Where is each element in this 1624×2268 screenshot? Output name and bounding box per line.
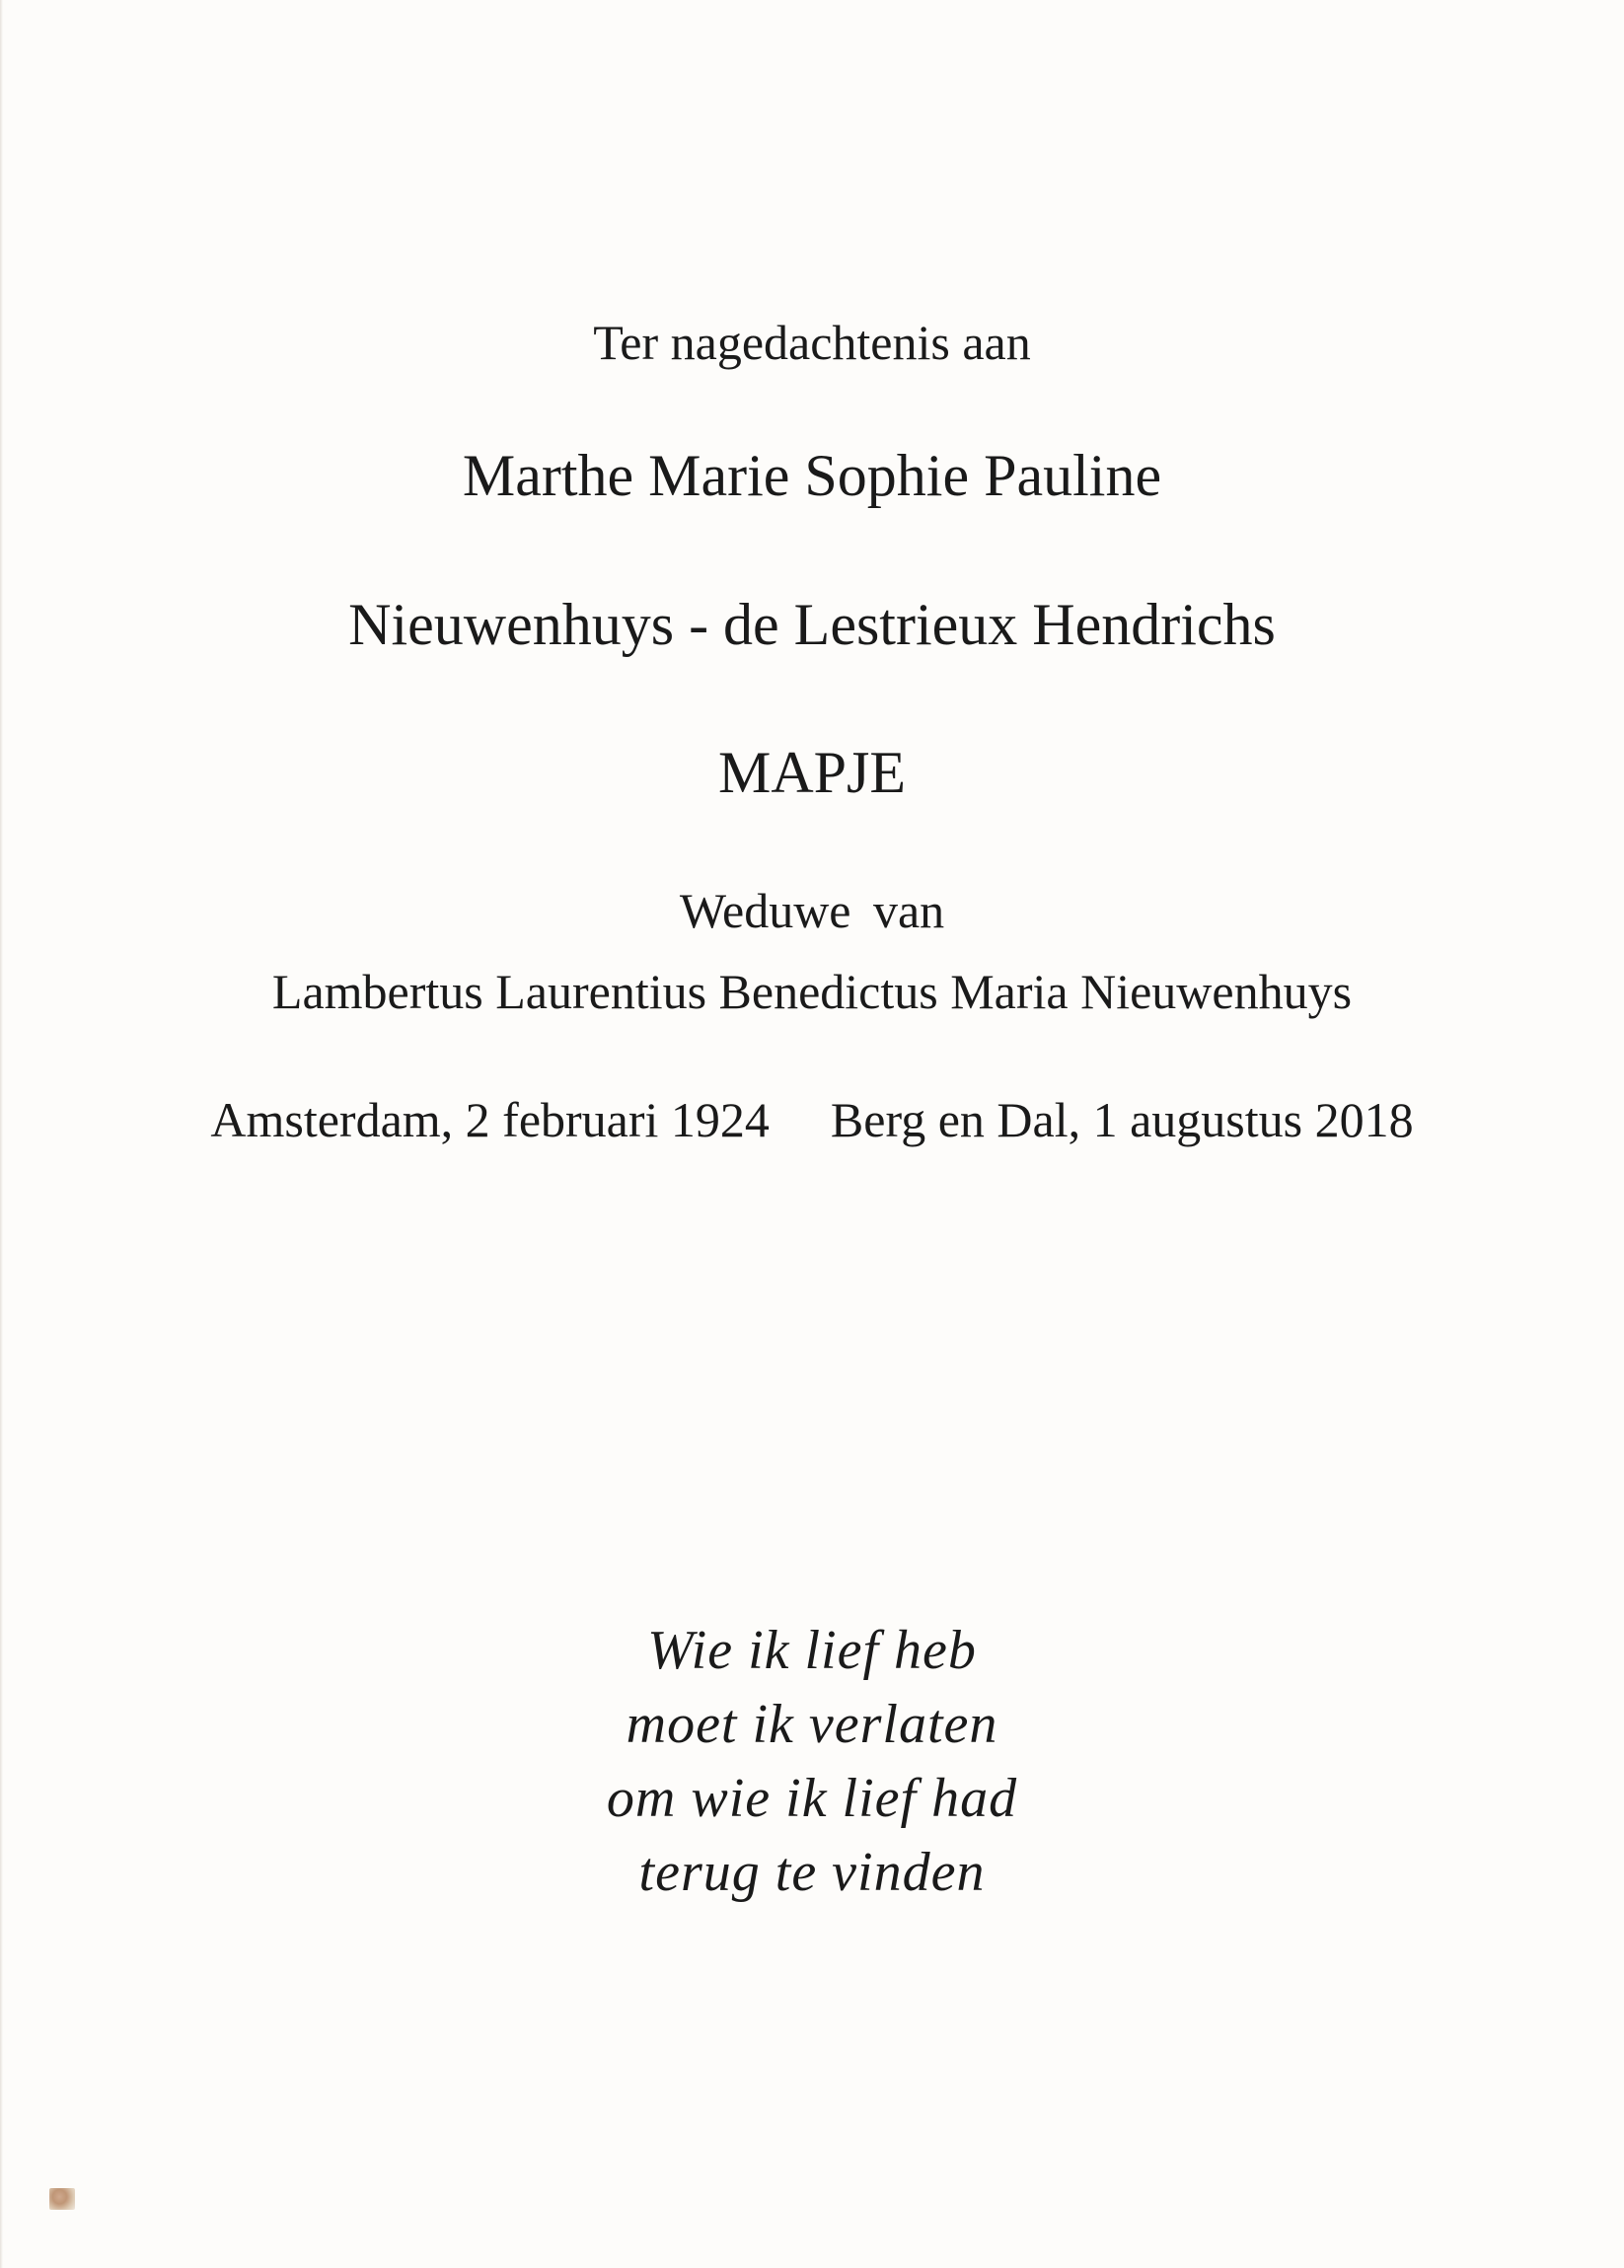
deceased-nickname: MAPJE xyxy=(717,740,907,805)
life-dates xyxy=(0,1092,1624,1147)
spouse-name: Lambertus Laurentius Benedictus Maria Nieuwenhuys xyxy=(271,964,1353,1019)
death-place-date: Berg en Dal, 1 augustus 2018 xyxy=(830,1092,1414,1147)
poem-line: Wie ik lief heb xyxy=(647,1620,977,1681)
poem-line: terug te vinden xyxy=(638,1842,986,1903)
deceased-surname: Nieuwenhuys - de Lestrieux Hendrichs xyxy=(348,592,1276,657)
birth-place-date: Amsterdam, 2 februari 1924 xyxy=(210,1092,770,1147)
poem-line: om wie ik lief had xyxy=(606,1768,1018,1829)
printer-mark-icon xyxy=(49,2188,75,2210)
memorial-intro: Ter nagedachtenis aan xyxy=(593,315,1031,370)
poem-line: moet ik verlaten xyxy=(626,1694,998,1755)
widow-label: Weduwe van xyxy=(679,883,945,938)
poem xyxy=(0,1614,1624,1910)
deceased-given-names: Marthe Marie Sophie Pauline xyxy=(462,443,1162,508)
